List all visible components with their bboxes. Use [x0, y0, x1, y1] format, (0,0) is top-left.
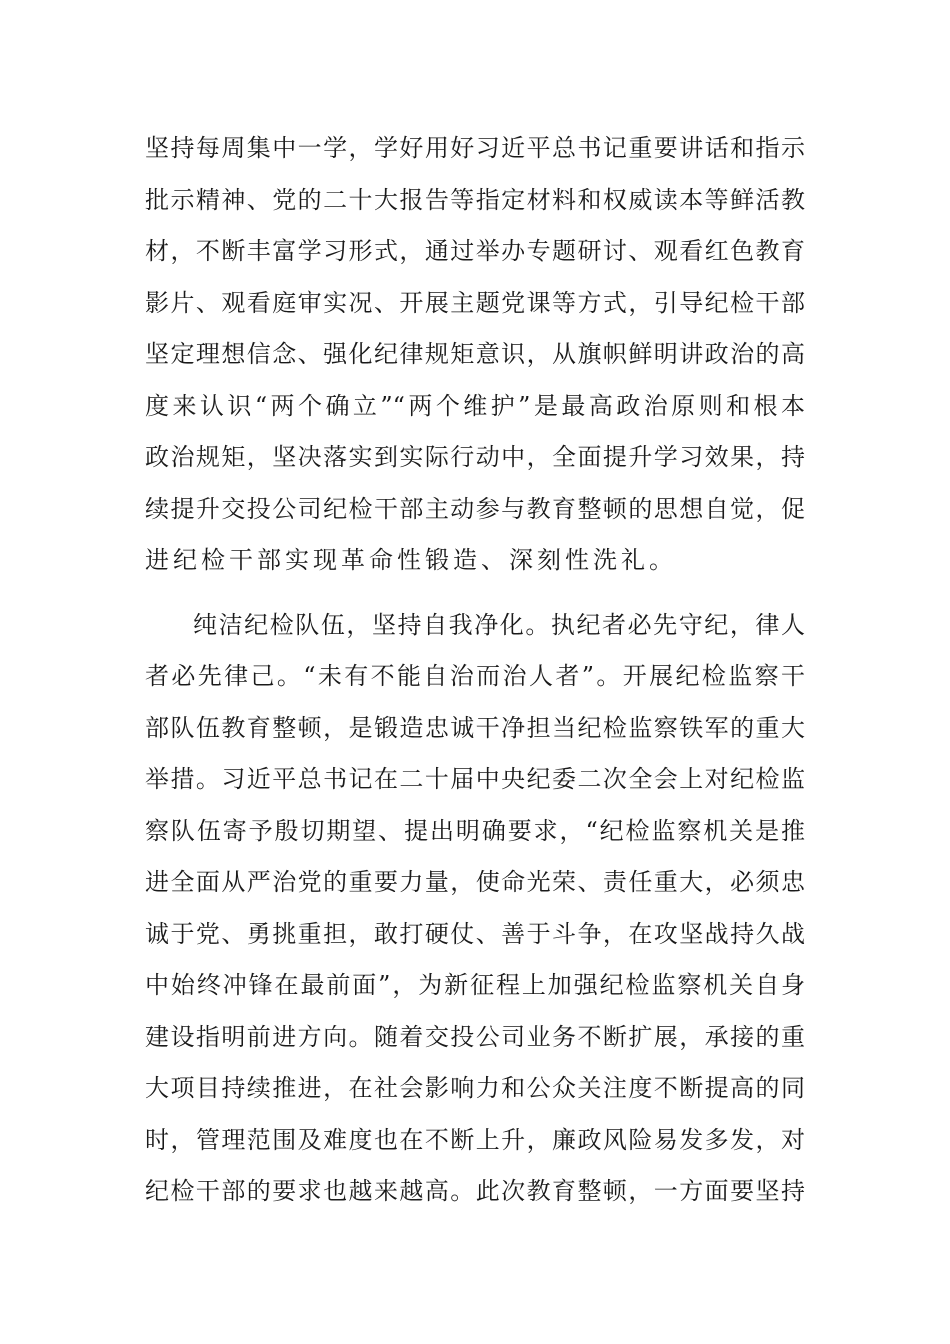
text-line: 时，管理范围及难度也在不断上升，廉政风险易发多发，对 — [145, 1125, 805, 1154]
document-body — [145, 128, 805, 1223]
text-line: 坚定理想信念、强化纪律规矩意识，从旗帜鲜明讲政治的高 — [145, 340, 805, 368]
text-line: 诚于党、勇挑重担，敢打硬仗、善于斗争，在攻坚战持久战 — [145, 919, 805, 948]
text-line: 坚持每周集中一学，学好用好习近平总书记重要讲话和指示 — [145, 134, 805, 162]
text-line: 举措。习近平总书记在二十届中央纪委二次全会上对纪检监 — [145, 765, 805, 793]
text-line: 大项目持续推进，在社会影响力和公众关注度不断提高的同 — [145, 1074, 805, 1102]
text-line: 政治规矩，坚决落实到实际行动中，全面提升学习效果，持 — [145, 443, 805, 471]
text-line: 察队伍寄予殷切期望、提出明确要求，“纪检监察机关是推 — [145, 816, 805, 845]
text-line: 部队伍教育整顿，是锻造忠诚干净担当纪检监察铁军的重大 — [145, 713, 805, 742]
text-line: 中始终冲锋在最前面”，为新征程上加强纪检监察机关自身 — [145, 971, 805, 999]
text-line: 影片、观看庭审实况、开展主题党课等方式，引导纪检干部 — [145, 288, 805, 317]
text-line: 续提升交投公司纪检干部主动参与教育整顿的思想自觉，促 — [145, 494, 805, 523]
text-line: 纯洁纪检队伍，坚持自我净化。执纪者必先守纪，律人 — [193, 610, 805, 639]
paragraph-purify — [145, 605, 805, 1223]
paragraph-spacer — [145, 592, 805, 605]
text-line: 进纪检干部实现革命性锻造、深刻性洗礼。 — [145, 546, 677, 574]
paragraph-study — [145, 128, 805, 592]
text-line: 纪检干部的要求也越来越高。此次教育整顿，一方面要坚持 — [145, 1177, 805, 1205]
text-line: 度来认识“两个确立”“两个维护”是最高政治原则和根本 — [145, 391, 805, 420]
text-line: 进全面从严治党的重要力量，使命光荣、责任重大，必须忠 — [145, 868, 805, 896]
text-line: 批示精神、党的二十大报告等指定材料和权威读本等鲜活教 — [145, 185, 805, 214]
text-line: 者必先律己。“未有不能自治而治人者”。开展纪检监察干 — [145, 662, 805, 690]
text-line: 建设指明前进方向。随着交投公司业务不断扩展，承接的重 — [145, 1022, 805, 1051]
text-line: 材，不断丰富学习形式，通过举办专题研讨、观看红色教育 — [145, 237, 805, 265]
